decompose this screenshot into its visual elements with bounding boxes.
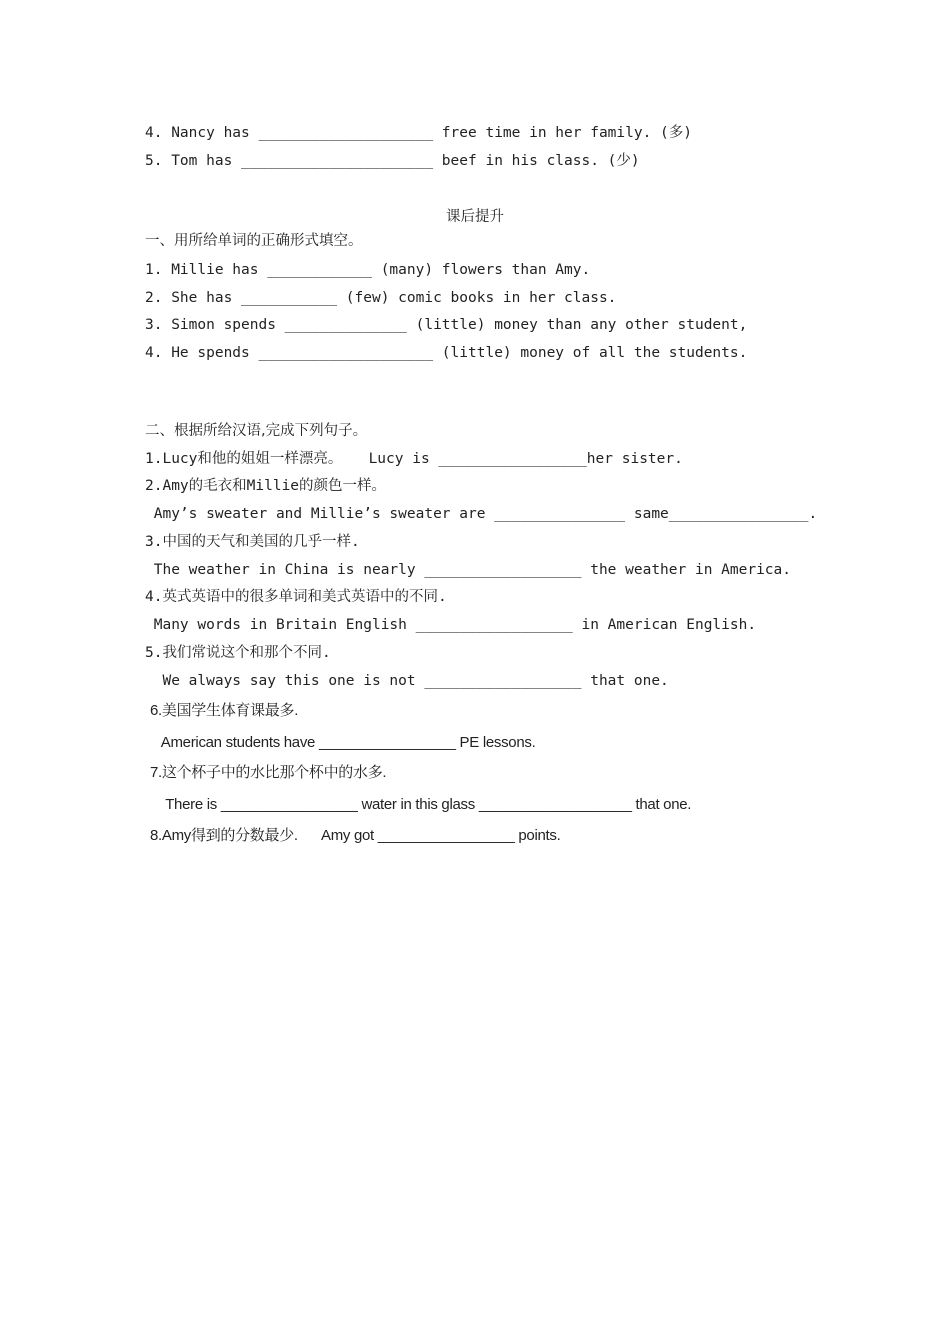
exercise-line-4: 4. Nancy has ____________________ free time in her family. (多) [145, 125, 693, 141]
part2-line-5: The weather in China is nearly __________________ the weather in America. [145, 562, 792, 578]
part2-title: 二、根据所给汉语,完成下列句子。 [145, 423, 368, 439]
part2-line-6: 4.英式英语中的很多单词和美式英语中的不同. [145, 589, 447, 605]
part1-title: 一、用所给单词的正确形式填空。 [145, 233, 363, 249]
part2-line-4: 3.中国的天气和美国的几乎一样. [145, 534, 360, 550]
part1-item-3: 3. Simon spends ______________ (little) money than any other student, [145, 317, 748, 333]
part2-line-11: American students have _________________ PE lessons. [150, 734, 536, 751]
part2-line-1: 1.Lucy和他的姐姐一样漂亮。 Lucy is _________________her sister. [145, 451, 683, 467]
part2-line-14: 8.Amy得到的分数最少. Amy got _________________ points. [150, 827, 561, 844]
part2-line-2: 2.Amy的毛衣和Millie的颜色一样。 [145, 478, 387, 494]
part1-item-4: 4. He spends ____________________ (little) money of all the students. [145, 345, 748, 361]
section-heading: 课后提升 [446, 209, 504, 225]
part2-line-3: Amy’s sweater and Millie’s sweater are _______________ same________________. [145, 506, 818, 522]
part2-line-8: 5.我们常说这个和那个不同. [145, 645, 331, 661]
part2-line-10: 6.美国学生体育课最多. [150, 702, 299, 719]
part2-line-7: Many words in Britain English __________________ in American English. [145, 617, 757, 633]
part1-item-2: 2. She has ___________ (few) comic books in her class. [145, 290, 617, 306]
part2-line-12: 7.这个杯子中的水比那个杯中的水多. [150, 764, 387, 781]
part1-item-1: 1. Millie has ____________ (many) flowers than Amy. [145, 262, 591, 278]
part2-line-13: There is _________________ water in this glass ___________________ that one. [150, 796, 692, 813]
part2-line-9: We always say this one is not __________________ that one. [145, 673, 669, 689]
exercise-line-5: 5. Tom has ______________________ beef in his class. (少) [145, 153, 640, 169]
